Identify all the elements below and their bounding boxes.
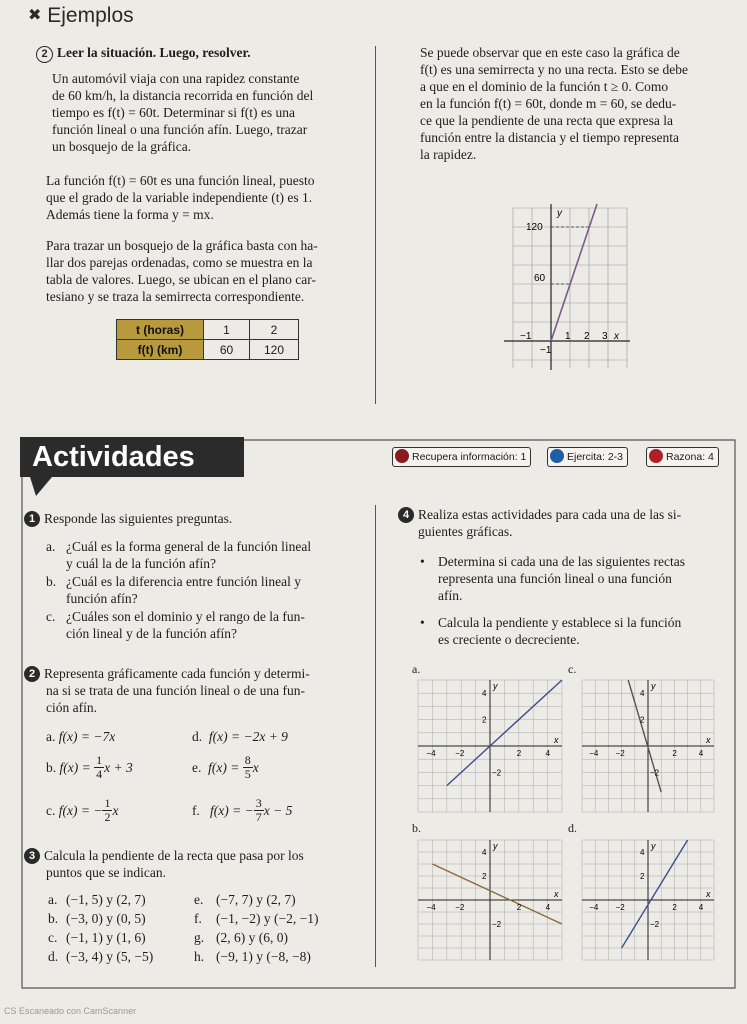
func-b: b. f(x) = $\frac{1}{4}$ x + 3 <box>46 753 133 781</box>
svg-text:2: 2 <box>672 903 677 912</box>
svg-text:2: 2 <box>640 872 645 881</box>
example-paragraph-1: Un automóvil viaja con una rapidez constante de 60 km/h, la distancia recorrida en función del tiempo es f(t) = 60t. Determinar si f(t) es una función lineal o una función afín. Luego, trazar un bosquejo de la gráfica. <box>52 71 314 154</box>
svg-text:−4: −4 <box>589 903 599 912</box>
brain-icon <box>649 449 663 463</box>
graph-c <box>578 676 718 816</box>
svg-text:y: y <box>493 841 498 851</box>
table-cell: 2 <box>250 320 299 340</box>
question-1-items: a. ¿Cuál es la forma general de la función lineal y cuál la de la función afín? b. ¿Cuál es la diferencia entre función lineal y función afín? c. ¿Cuáles son el dominio y el rango de la fun- ción lineal y de la función afín? <box>46 539 312 641</box>
svg-text:−2: −2 <box>615 903 625 912</box>
svg-text:4: 4 <box>640 848 645 857</box>
svg-text:−4: −4 <box>426 749 436 758</box>
svg-text:4: 4 <box>698 903 704 912</box>
table-cell: 60 <box>204 340 250 360</box>
svg-text:y: y <box>493 681 498 691</box>
table-header-ft: f(t) (km) <box>117 340 204 360</box>
svg-text:−2: −2 <box>492 768 502 778</box>
example-number: 2 <box>36 46 53 63</box>
graph-b-line <box>432 864 562 924</box>
column-divider <box>375 46 376 404</box>
func-e: e. f(x) = $\frac{8}{5}$ x <box>192 753 259 781</box>
svg-text:4: 4 <box>482 848 487 857</box>
svg-text:−2: −2 <box>492 920 502 929</box>
question-2: 2 Representa gráficamente cada función y determi- na si se trata de una función lineal o de una fun- ción afín. <box>24 665 310 716</box>
table-row <box>117 320 299 340</box>
svg-text:60: 60 <box>534 273 546 284</box>
svg-text:2: 2 <box>672 749 677 758</box>
activities-column-divider <box>375 505 376 967</box>
table-cell: 1 <box>204 320 250 340</box>
svg-text:y: y <box>651 681 656 691</box>
svg-text:x: x <box>614 331 619 342</box>
badge-ejercita: Ejercita: 2-3 <box>547 447 628 467</box>
svg-text:−2: −2 <box>650 768 660 778</box>
svg-text:x: x <box>706 735 711 745</box>
graph-label-d: d. <box>568 821 577 835</box>
graph-label-c: c. <box>568 662 577 676</box>
func-f: f. f(x) = − $\frac{3}{7}$ x − 5 <box>192 796 293 824</box>
cross-icon: ✖ <box>28 7 42 24</box>
target-icon <box>550 449 564 463</box>
svg-text:4: 4 <box>640 689 645 699</box>
question-1: 1 Responde las siguientes preguntas. <box>24 510 232 527</box>
ejemplos-title: ✖ Ejemplos <box>28 4 134 27</box>
key-icon <box>395 449 409 463</box>
svg-text:4: 4 <box>545 749 551 758</box>
svg-text:−4: −4 <box>426 903 436 912</box>
table-header-t: t (horas) <box>117 320 204 340</box>
svg-text:−2: −2 <box>615 749 625 758</box>
svg-text:y: y <box>557 208 562 219</box>
func-c: c. f(x) = − $\frac{1}{2}$ x <box>46 796 119 824</box>
svg-text:2: 2 <box>482 715 487 725</box>
svg-text:2: 2 <box>482 872 487 881</box>
graph-d-line <box>622 840 688 948</box>
badge-recupera: Recupera información: 1 <box>392 447 531 467</box>
question-4: 4 Realiza estas actividades para cada una de las si- guientes gráficas. <box>398 506 681 540</box>
list-item: a. (−1, 5) y (2, 7) e. (−7, 7) y (2, 7) <box>48 892 296 907</box>
question-4-bullet-2: • Calcula la pendiente y establece si la función es creciente o decreciente. <box>420 615 682 647</box>
func-a: a. f(x) = −7x <box>46 729 116 744</box>
svg-text:y: y <box>651 841 656 851</box>
scanner-footer: CS Escaneado con CamScanner <box>4 1006 137 1016</box>
svg-text:x: x <box>554 889 559 899</box>
svg-text:2: 2 <box>516 749 522 758</box>
svg-text:−2: −2 <box>455 903 465 912</box>
table-row <box>117 340 299 360</box>
list-item: c. (−1, 1) y (1, 6) g. (2, 6) y (6, 0) <box>48 930 288 945</box>
svg-text:4: 4 <box>545 903 551 912</box>
graph-d <box>578 836 718 964</box>
svg-text:−1: −1 <box>520 331 532 342</box>
svg-text:120: 120 <box>526 222 543 233</box>
svg-text:1: 1 <box>565 331 571 342</box>
svg-text:2: 2 <box>584 331 590 342</box>
values-table <box>116 319 299 360</box>
example-right-paragraph: Se puede observar que en este caso la gráfica de f(t) es una semirrecta y no una recta. Esto se debe a que en el dominio de la función t ≥ 0. Como en la función f(t) = 60t, donde m = 60, se dedu- ce que la pendiente de una recta que expresa la función entre la distancia y el tiempo representa la rapidez. <box>420 45 689 162</box>
list-item: b. (−3, 0) y (0, 5) f. (−1, −2) y (−2, −1) <box>48 911 319 926</box>
svg-text:−1: −1 <box>540 345 552 356</box>
graph-b <box>414 836 566 964</box>
svg-text:3: 3 <box>602 331 608 342</box>
func-d: d. f(x) = −2x + 9 <box>192 729 288 744</box>
svg-text:4: 4 <box>482 689 487 699</box>
svg-text:−2: −2 <box>650 920 660 929</box>
graph-line <box>551 204 597 341</box>
example-paragraph-2: La función f(t) = 60t es una función lineal, puesto que el grado de la variable independiente (t) es 1. Además tiene la forma y = mx. <box>46 173 315 222</box>
activities-title: Actividades <box>20 437 244 477</box>
graph-a <box>414 676 566 816</box>
list-item: d. (−3, 4) y (5, −5) h. (−9, 1) y (−8, −8) <box>48 949 311 964</box>
table-cell: 120 <box>250 340 299 360</box>
svg-text:x: x <box>554 735 559 745</box>
graph-label-a: a. <box>412 662 421 676</box>
svg-text:−2: −2 <box>455 749 465 758</box>
svg-text:2: 2 <box>640 715 645 725</box>
badge-razona: Razona: 4 <box>646 447 719 467</box>
svg-text:x: x <box>706 889 711 899</box>
svg-text:4: 4 <box>698 749 704 758</box>
example-heading: 2 Leer la situación. Luego, resolver. <box>36 44 251 63</box>
example-paragraph-3: Para trazar un bosquejo de la gráfica basta con ha- llar dos parejas ordenadas, como se muestra en la tabla de valores. Luego, se ubican en el plano car- tesiano y se traza la semirrecta correspondiente. <box>46 238 318 304</box>
question-3: 3 Calcula la pendiente de la recta que pasa por los puntos que se indican. <box>24 847 304 881</box>
question-4-bullet-1: • Determina si cada una de las siguientes rectas representa una función lineal o una función afín. <box>420 554 686 603</box>
question-3-pairs <box>48 890 318 966</box>
svg-text:−4: −4 <box>589 749 599 758</box>
svg-text:2: 2 <box>516 903 522 912</box>
example-graph <box>504 200 634 372</box>
graph-label-b: b. <box>412 821 421 835</box>
